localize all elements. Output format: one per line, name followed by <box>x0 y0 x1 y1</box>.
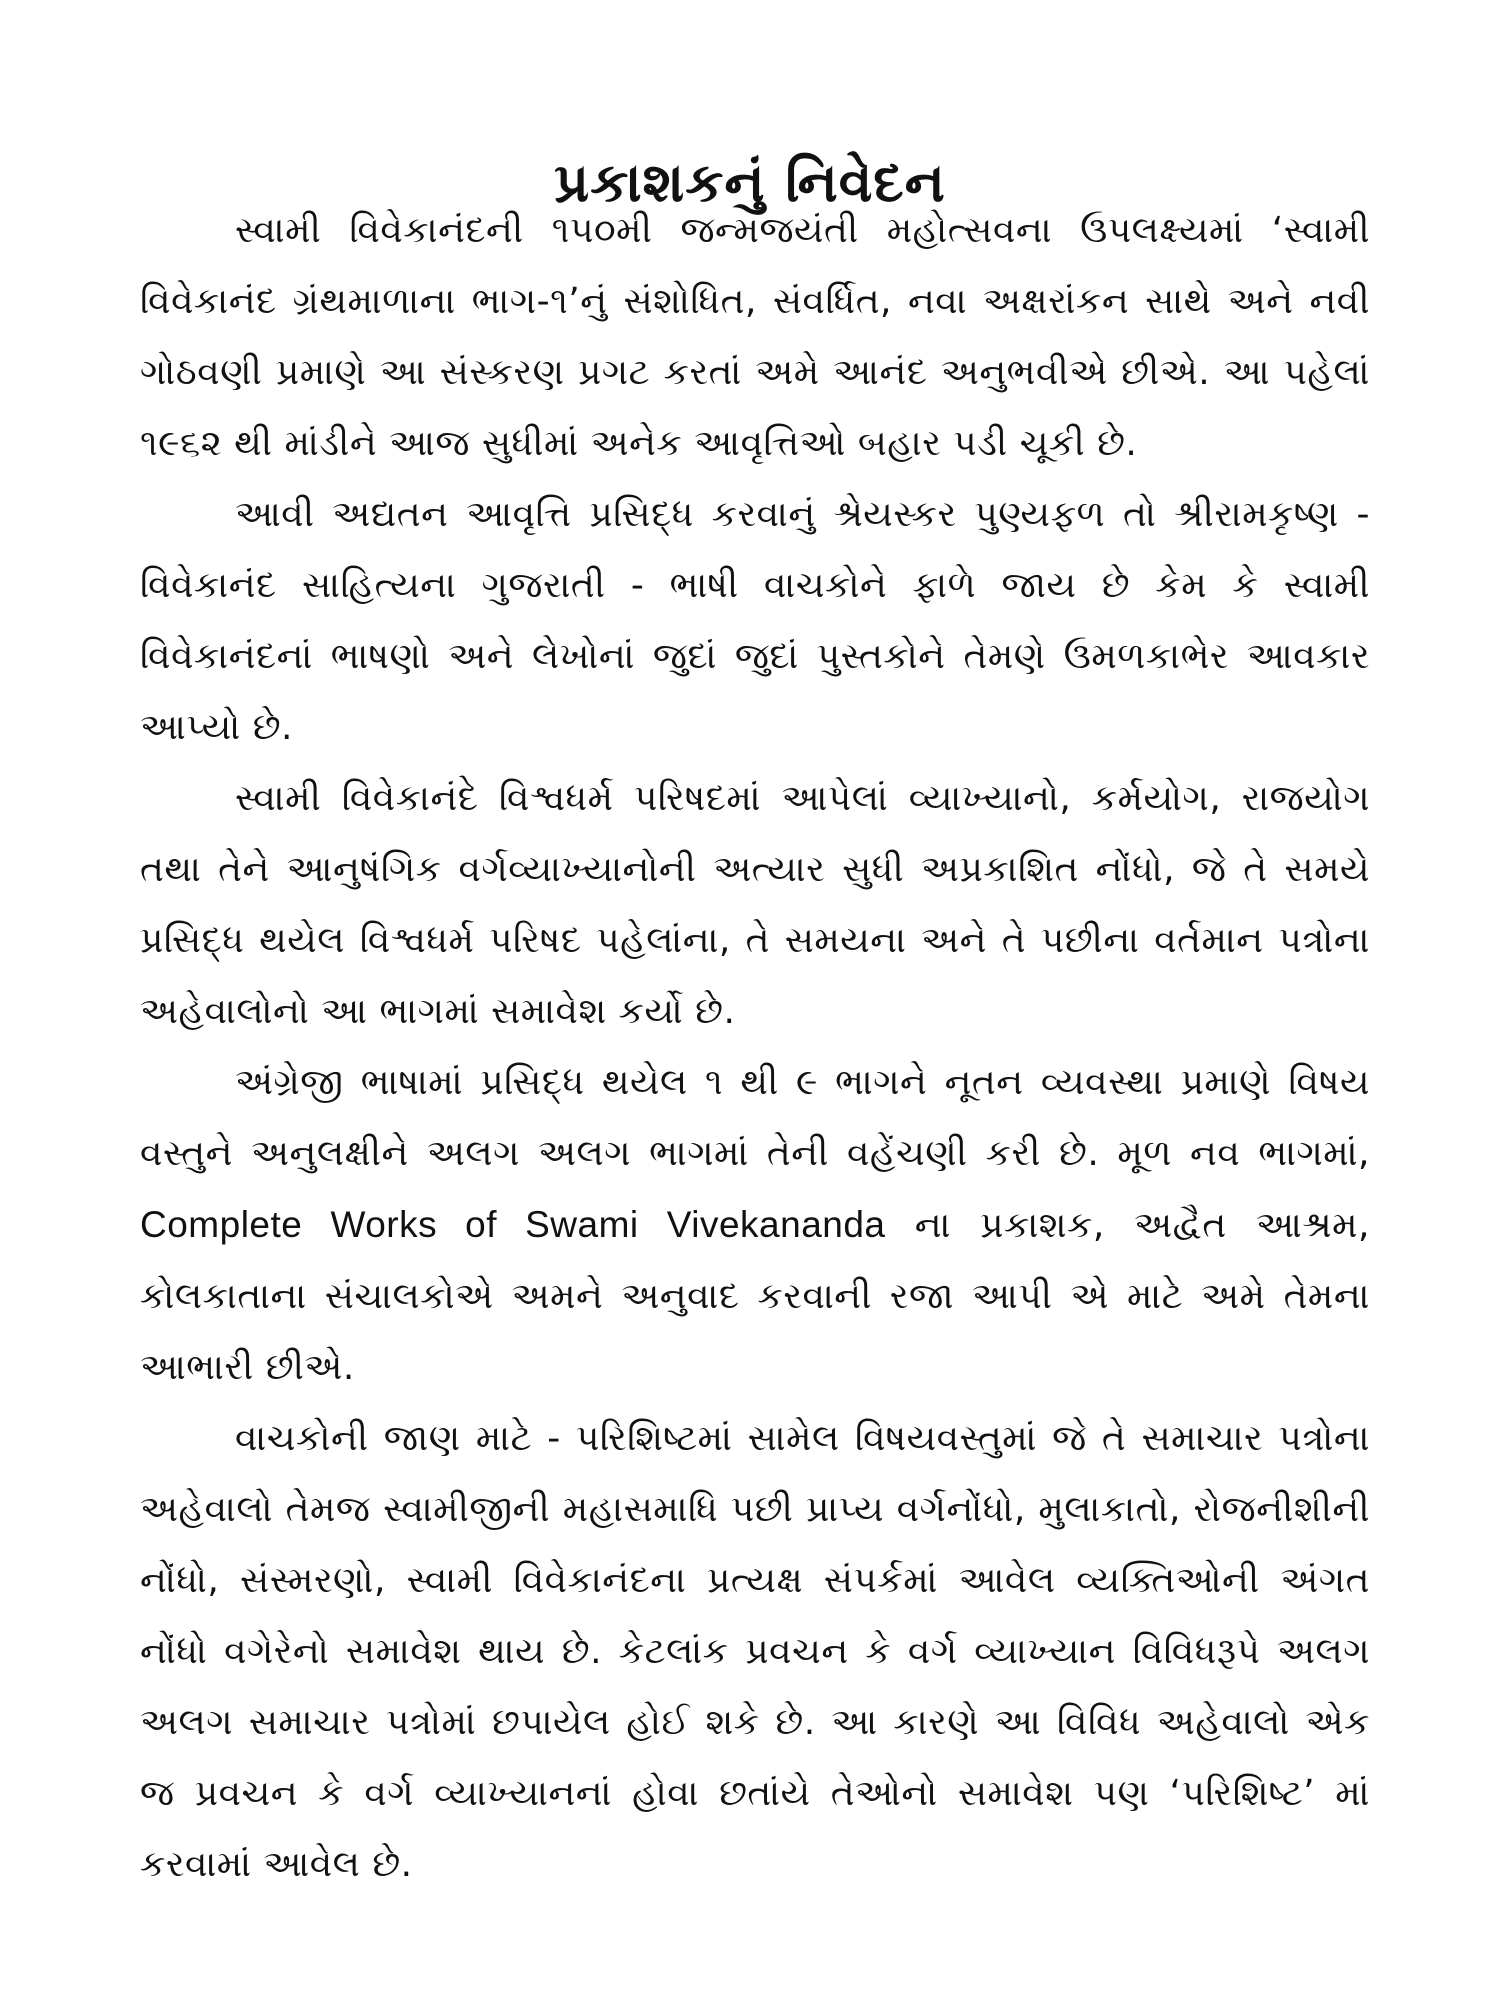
paragraph-4 <box>140 1047 1370 1403</box>
paragraph-2: આવી અદ્યતન આવૃત્તિ પ્રસિદ્ધ કરવાનું શ્રેયસ્કર પુણ્યફળ તો શ્રીરામકૃષ્ણ - વિવેકાનંદ સાહિત્યના ગુજરાતી - ભાષી વાચકોને ફાળે જાય છે કેમ કે સ્વામી વિવેકાનંદનાં ભાષણો અને લેખોનાં જુદાં જુદાં પુસ્તકોને તેમણે ઉમળકાભેર આવકાર આપ્યો છે. <box>140 494 1370 748</box>
paragraph-3: સ્વામી વિવેકાનંદે વિશ્વધર્મ પરિષદમાં આપેલાં વ્યાખ્યાનો, કર્મયોગ, રાજયોગ તથા તેને આનુષંગિક વર્ગવ્યાખ્યાનોની અત્યાર સુધી અપ્રકાશિત નોંધો, જે તે સમયે પ્રસિદ્ધ થયેલ વિશ્વધર્મ પરિષદ પહેલાંના, તે સમયના અને તે પછીના વર્તમાન પત્રોના અહેવાલોનો આ ભાગમાં સમાવેશ કર્યો છે. <box>140 778 1370 1032</box>
paragraph-4-part-2: ના પ્રકાશક, અદ્વૈત આશ્રમ, કોલકાતાના સંચાલકોએ અમને અનુવાદ કરવાની રજા આપી એ માટે અમે તેમના આભારી છીએ. <box>140 1205 1370 1388</box>
english-book-title: Complete Works of Swami Vivekananda <box>140 1204 886 1245</box>
paragraph-5: વાચકોની જાણ માટે - પરિશિષ્ટમાં સામેલ વિષયવસ્તુમાં જે તે સમાચાર પત્રોના અહેવાલો તેમજ સ્વામીજીની મહાસમાધિ પછી પ્રાપ્ય વર્ગનોંધો, મુલાકાતો, રોજનીશીની નોંધો, સંસ્મરણો, સ્વામી વિવેકાનંદના પ્રત્યક્ષ સંપર્કમાં આવેલ વ્યક્તિઓની અંગત નોંધો વગેરેનો સમાવેશ થાય છે. કેટલાંક પ્રવચન કે વર્ગ વ્યાખ્યાન વિવિધરૂપે અલગ અલગ સમાચાર પત્રોમાં છપાયેલ હોઈ શકે છે. આ કારણે આ વિવિધ અહેવાલો એક જ પ્રવચન કે વર્ગ વ્યાખ્યાનનાં હોવા છતાંયે તેઓનો સમાવેશ પણ ‘પરિશિષ્ટ’ માં કરવામાં આવેલ છે. <box>140 1418 1370 1885</box>
paragraph-1: સ્વામી વિવેકાનંદની ૧૫૦મી જન્મજયંતી મહોત્સવના ઉપલક્ષ્યમાં ‘સ્વામી વિવેકાનંદ ગ્રંથમાળાના ભાગ-૧’નું સંશોધિત, સંવર્ધિત, નવા અક્ષરાંકન સાથે અને નવી ગોઠવણી પ્રમાણે આ સંસ્કરણ પ્રગટ કરતાં અમે આનંદ અનુભવીએ છીએ. આ પહેલાં ૧૯૬૨ થી માંડીને આજ સુધીમાં અનેક આવૃત્તિઓ બહાર પડી ચૂકી છે. <box>140 210 1370 464</box>
page-title: પ્રકાશકનું નિવેદન <box>554 151 946 215</box>
paragraph-4-part-1: અંગ્રેજી ભાષામાં પ્રસિદ્ધ થયેલ ૧ થી ૯ ભાગને નૂતન વ્યવસ્થા પ્રમાણે વિષય વસ્તુને અનુલક્ષીને અલગ અલગ ભાગમાં તેની વહેંચણી કરી છે. મૂળ નવ ભાગમાં, <box>140 1062 1370 1174</box>
document-body <box>140 195 1370 1900</box>
